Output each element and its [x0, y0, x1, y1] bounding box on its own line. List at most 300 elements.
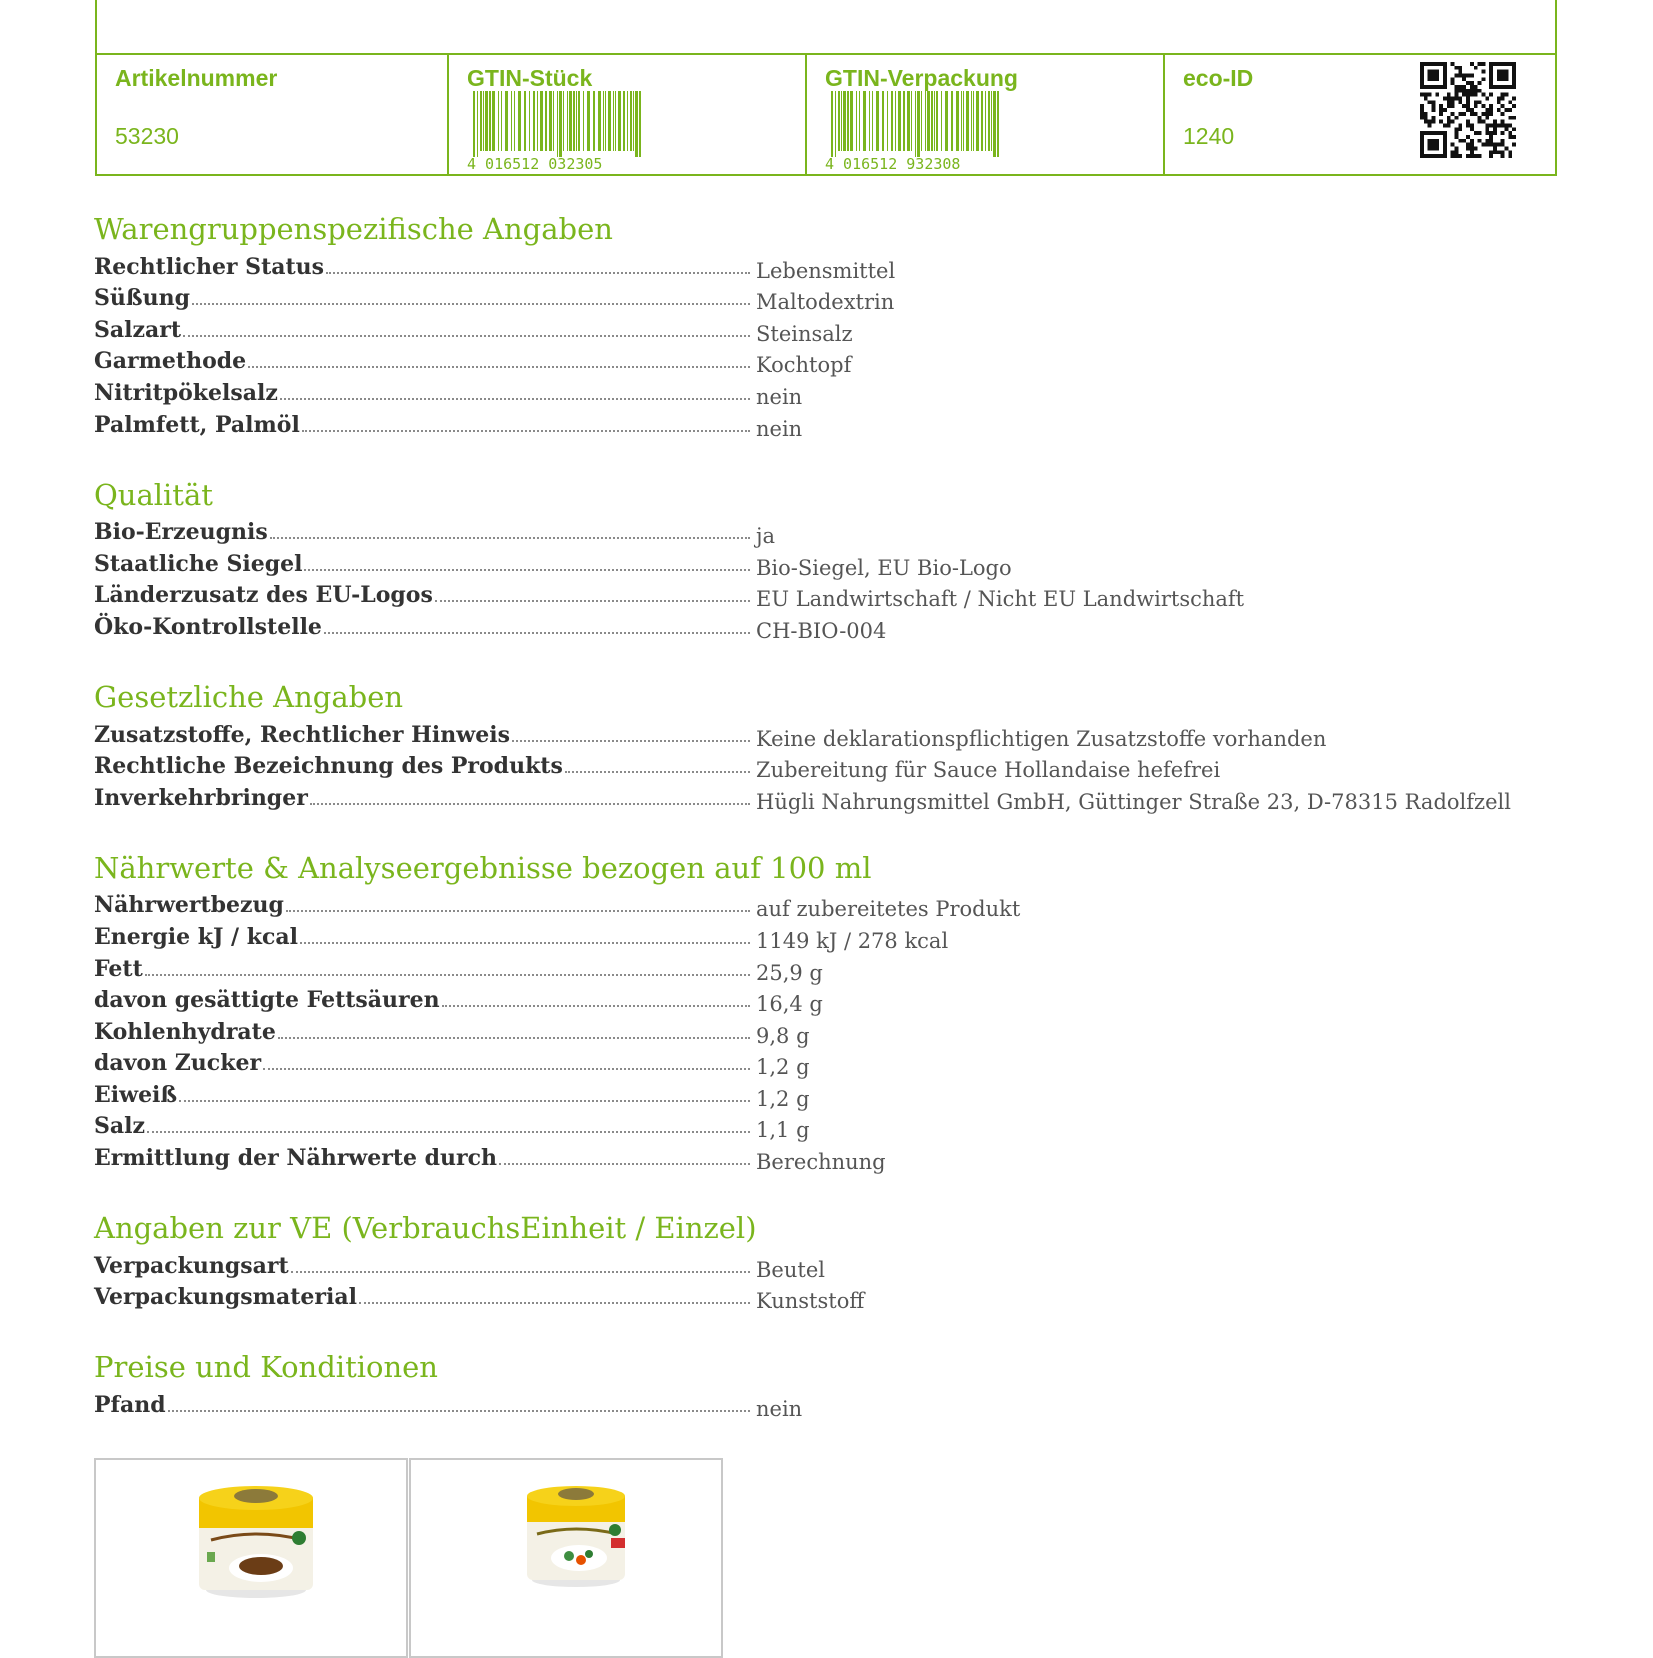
- qr-module: [1481, 62, 1485, 66]
- qr-module: [1435, 93, 1439, 97]
- qr-module: [1435, 143, 1439, 147]
- qr-module: [1428, 154, 1432, 158]
- qr-module: [1435, 85, 1439, 89]
- spec-value: 1,2 g: [756, 1055, 810, 1080]
- product-specification: [94, 210, 1514, 1421]
- section-gap: [94, 811, 1514, 849]
- qr-module: [1497, 100, 1501, 104]
- barcode-bar: [981, 91, 983, 151]
- qr-module: [1447, 97, 1451, 101]
- barcode-bar: [921, 91, 922, 151]
- qr-module: [1508, 116, 1512, 120]
- spec-label: Garmethode: [94, 348, 247, 375]
- qr-module: [1485, 108, 1489, 112]
- gtin-package-digits: 4 016512 932308: [825, 155, 961, 171]
- qr-module: [1447, 93, 1451, 97]
- qr-module: [1428, 139, 1432, 143]
- barcode-bar: [869, 91, 870, 151]
- barcode-bar: [993, 91, 996, 157]
- qr-module: [1443, 81, 1447, 85]
- qr-module: [1489, 123, 1493, 127]
- qr-module: [1432, 70, 1436, 74]
- barcode-bar: [843, 91, 846, 151]
- qr-module: [1493, 143, 1497, 147]
- qr-module: [1466, 120, 1470, 124]
- qr-module: [1470, 123, 1474, 127]
- spec-label: Salzart: [94, 316, 182, 343]
- spec-row: [94, 280, 1514, 315]
- qr-module: [1451, 112, 1455, 116]
- dot-leader: [565, 771, 750, 773]
- qr-module: [1501, 93, 1505, 97]
- spec-label: Öko-Kontrollstelle: [94, 613, 322, 640]
- qr-module: [1493, 127, 1497, 131]
- qr-module: [1470, 81, 1474, 85]
- qr-module: [1504, 77, 1508, 81]
- dot-leader: [286, 910, 750, 912]
- qr-module: [1455, 97, 1459, 101]
- qr-module: [1462, 139, 1466, 143]
- qr-module: [1512, 62, 1516, 66]
- barcode-bar: [511, 91, 512, 151]
- qr-module: [1497, 62, 1501, 66]
- qr-module: [1470, 127, 1474, 131]
- barcode-bar: [489, 91, 491, 151]
- qr-module: [1420, 77, 1424, 81]
- qr-module: [1420, 62, 1424, 66]
- qr-module: [1432, 62, 1436, 66]
- spec-row: [94, 918, 1514, 953]
- qr-module: [1466, 74, 1470, 78]
- qr-module: [1501, 154, 1505, 158]
- barcode-bar: [934, 91, 935, 151]
- qr-module: [1497, 150, 1501, 154]
- barcode-bar: [941, 91, 942, 151]
- qr-module: [1432, 100, 1436, 104]
- qr-module: [1455, 127, 1459, 131]
- qr-module: [1481, 104, 1485, 108]
- qr-module: [1474, 146, 1478, 150]
- qr-module: [1466, 89, 1470, 93]
- section-gap: [94, 1171, 1514, 1209]
- qr-module: [1428, 146, 1432, 150]
- spec-value: 16,4 g: [756, 992, 823, 1017]
- qr-module: [1420, 139, 1424, 143]
- qr-module: [1512, 127, 1516, 131]
- qr-module: [1420, 104, 1424, 108]
- spec-value: Hügli Nahrungsmittel GmbH, Güttinger Straße 23, D-78315 Radolfzell: [756, 789, 1511, 814]
- qr-module: [1424, 112, 1428, 116]
- qr-module: [1424, 62, 1428, 66]
- barcode-bar: [835, 91, 836, 157]
- qr-module: [1462, 74, 1466, 78]
- qr-module: [1451, 62, 1455, 66]
- qr-module: [1443, 62, 1447, 66]
- qr-module: [1512, 104, 1516, 108]
- dot-leader: [326, 272, 750, 274]
- qr-module: [1420, 150, 1424, 154]
- qr-module: [1474, 131, 1478, 135]
- qr-module: [1443, 85, 1447, 89]
- dot-leader: [280, 398, 750, 400]
- qr-module: [1447, 104, 1451, 108]
- qr-module: [1420, 146, 1424, 150]
- qr-module: [1489, 81, 1493, 85]
- section: [94, 1209, 1514, 1314]
- qr-module: [1470, 154, 1474, 158]
- section: [94, 849, 1514, 1175]
- qr-module: [1478, 120, 1482, 124]
- barcode-bar: [537, 91, 538, 151]
- qr-module: [1420, 135, 1424, 139]
- qr-module: [1474, 66, 1478, 70]
- product-image-1: [94, 1458, 408, 1658]
- qr-module: [1493, 146, 1497, 150]
- barcode-bar: [898, 91, 901, 151]
- spec-label: Eiweiß: [94, 1081, 178, 1108]
- barcode-bar: [956, 91, 959, 151]
- product-can-dark-sauce-icon: [191, 1480, 321, 1600]
- qr-module: [1504, 62, 1508, 66]
- qr-module: [1443, 77, 1447, 81]
- qr-module: [1462, 104, 1466, 108]
- barcode-bar: [911, 91, 912, 151]
- barcode-bar: [587, 91, 590, 151]
- qr-module: [1432, 74, 1436, 78]
- barcode-bar: [559, 91, 562, 157]
- qr-module: [1478, 100, 1482, 104]
- qr-module: [1439, 85, 1443, 89]
- qr-module: [1504, 108, 1508, 112]
- spec-value: auf zubereitetes Produkt: [756, 897, 1021, 922]
- spec-row: [94, 545, 1514, 580]
- qr-module: [1466, 97, 1470, 101]
- qr-module: [1428, 120, 1432, 124]
- qr-module: [1462, 89, 1466, 93]
- qr-module: [1424, 97, 1428, 101]
- qr-module: [1497, 85, 1501, 89]
- qr-module: [1481, 77, 1485, 81]
- barcode-bar: [976, 91, 979, 151]
- qr-module: [1447, 123, 1451, 127]
- qr-module: [1424, 93, 1428, 97]
- qr-module: [1512, 116, 1516, 120]
- qr-module: [1501, 143, 1505, 147]
- qr-module: [1447, 100, 1451, 104]
- barcode-bar: [633, 91, 634, 151]
- qr-module: [1435, 154, 1439, 158]
- qr-module: [1466, 104, 1470, 108]
- spec-value: Beutel: [756, 1257, 825, 1282]
- dot-leader: [263, 1068, 750, 1070]
- dot-leader: [278, 1037, 750, 1039]
- qr-module: [1497, 77, 1501, 81]
- qr-module: [1443, 143, 1447, 147]
- qr-module: [1497, 74, 1501, 78]
- qr-module: [1424, 120, 1428, 124]
- barcode-bar: [605, 91, 606, 151]
- qr-module: [1474, 154, 1478, 158]
- spec-row: [94, 248, 1514, 283]
- qr-module: [1489, 139, 1493, 143]
- qr-module: [1432, 85, 1436, 89]
- qr-module: [1462, 77, 1466, 81]
- qr-module: [1478, 116, 1482, 120]
- spec-row: [94, 779, 1514, 814]
- qr-code-icon: [1420, 62, 1516, 158]
- qr-module: [1451, 120, 1455, 124]
- spec-row: [94, 748, 1514, 783]
- qr-module: [1435, 146, 1439, 150]
- barcode-bar: [963, 91, 964, 151]
- spec-label: Salz: [94, 1113, 145, 1140]
- qr-module: [1458, 139, 1462, 143]
- qr-module: [1424, 131, 1428, 135]
- qr-module: [1489, 154, 1493, 158]
- qr-module: [1424, 85, 1428, 89]
- spec-row: [94, 1279, 1514, 1314]
- qr-module: [1489, 74, 1493, 78]
- qr-module: [1470, 85, 1474, 89]
- qr-module: [1489, 135, 1493, 139]
- qr-module: [1443, 108, 1447, 112]
- barcode-bar: [563, 91, 564, 151]
- qr-module: [1439, 120, 1443, 124]
- qr-module: [1478, 81, 1482, 85]
- qr-module: [1478, 62, 1482, 66]
- section-title: Qualität: [94, 477, 213, 512]
- barcode-bar: [863, 91, 866, 151]
- qr-module: [1470, 112, 1474, 116]
- qr-module: [1470, 74, 1474, 78]
- qr-module: [1470, 62, 1474, 66]
- qr-module: [1443, 74, 1447, 78]
- barcode-bar: [838, 91, 840, 151]
- qr-module: [1501, 112, 1505, 116]
- dot-leader: [302, 430, 750, 432]
- qr-module: [1512, 74, 1516, 78]
- section-gap: [94, 438, 1514, 476]
- qr-module: [1439, 112, 1443, 116]
- qr-module: [1424, 154, 1428, 158]
- dot-leader: [512, 740, 750, 742]
- dot-leader: [183, 335, 750, 337]
- qr-module: [1439, 131, 1443, 135]
- qr-module: [1428, 77, 1432, 81]
- barcode-bar: [514, 91, 515, 151]
- barcode-bar: [498, 91, 499, 151]
- qr-module: [1432, 131, 1436, 135]
- qr-module: [1443, 66, 1447, 70]
- dot-leader: [324, 632, 750, 634]
- spec-value: Kochtopf: [756, 353, 852, 378]
- qr-module: [1466, 135, 1470, 139]
- barcode-bar: [578, 91, 580, 151]
- qr-module: [1501, 85, 1505, 89]
- dot-leader: [291, 1271, 750, 1273]
- barcode-bar: [553, 91, 554, 151]
- spec-value: CH-BIO-004: [756, 618, 887, 643]
- qr-module: [1474, 112, 1478, 116]
- qr-module: [1432, 154, 1436, 158]
- qr-module: [1435, 62, 1439, 66]
- qr-module: [1424, 116, 1428, 120]
- barcode-bar: [492, 91, 495, 151]
- qr-module: [1512, 77, 1516, 81]
- article-number-cell: [97, 55, 447, 174]
- product-can-light-sauce-icon: [521, 1480, 631, 1590]
- spec-row: [94, 374, 1514, 409]
- qr-module: [1451, 97, 1455, 101]
- qr-module: [1497, 70, 1501, 74]
- gtin-piece-label: GTIN-Stück: [467, 65, 593, 91]
- qr-module: [1458, 85, 1462, 89]
- section-title: Warengruppenspezifische Angaben: [94, 212, 613, 246]
- qr-module: [1458, 154, 1462, 158]
- qr-module: [1435, 139, 1439, 143]
- qr-module: [1481, 120, 1485, 124]
- qr-module: [1493, 85, 1497, 89]
- barcode-bar: [895, 91, 896, 151]
- qr-module: [1497, 143, 1501, 147]
- spec-value: Kunststoff: [756, 1289, 865, 1314]
- qr-module: [1470, 150, 1474, 154]
- dot-leader: [145, 974, 750, 976]
- qr-module: [1455, 150, 1459, 154]
- barcode-bar: [576, 91, 577, 151]
- qr-module: [1478, 139, 1482, 143]
- barcode-bar: [831, 91, 833, 157]
- qr-module: [1435, 70, 1439, 74]
- barcode-bar: [847, 91, 849, 151]
- spec-label: Zusatzstoffe, Rechtlicher Hinweis: [94, 721, 510, 748]
- qr-module: [1420, 93, 1424, 97]
- barcode-bar: [997, 91, 999, 157]
- eco-id-label: eco-ID: [1183, 65, 1254, 91]
- barcode-bar: [524, 91, 526, 151]
- qr-module: [1458, 89, 1462, 93]
- spec-value: nein: [756, 1396, 803, 1421]
- dot-leader: [179, 1100, 750, 1102]
- qr-module: [1428, 143, 1432, 147]
- spec-row: [94, 982, 1514, 1017]
- barcode-bar: [859, 91, 860, 151]
- article-number-label: Artikelnummer: [115, 65, 278, 91]
- gtin-piece-digits: 4 016512 032305: [467, 155, 603, 171]
- qr-module: [1451, 143, 1455, 147]
- qr-module: [1428, 100, 1432, 104]
- qr-module: [1489, 66, 1493, 70]
- qr-module: [1435, 131, 1439, 135]
- qr-module: [1443, 135, 1447, 139]
- spec-label: Süßung: [94, 285, 190, 312]
- barcode-bar: [593, 91, 595, 151]
- qr-module: [1432, 146, 1436, 150]
- qr-module: [1485, 112, 1489, 116]
- qr-module: [1489, 112, 1493, 116]
- spec-row: [94, 1108, 1514, 1143]
- spec-value: Lebensmittel: [756, 258, 896, 283]
- qr-module: [1451, 77, 1455, 81]
- spec-row: [94, 716, 1514, 751]
- qr-module: [1512, 66, 1516, 70]
- qr-module: [1462, 112, 1466, 116]
- qr-module: [1501, 77, 1505, 81]
- spec-value: 9,8 g: [756, 1023, 810, 1048]
- article-info-box: [95, 0, 1557, 176]
- qr-module: [1432, 116, 1436, 120]
- qr-module: [1497, 97, 1501, 101]
- qr-module: [1497, 108, 1501, 112]
- qr-module: [1508, 135, 1512, 139]
- spec-label: Inverkehrbringer: [94, 784, 308, 811]
- barcode-bar: [485, 91, 488, 151]
- qr-module: [1455, 66, 1459, 70]
- qr-module: [1489, 150, 1493, 154]
- spec-row: [94, 1013, 1514, 1048]
- spec-label: Pfand: [94, 1391, 166, 1418]
- spec-row: [94, 1139, 1514, 1175]
- barcode-bar: [518, 91, 521, 151]
- qr-module: [1485, 143, 1489, 147]
- gtin-package-label: GTIN-Verpackung: [825, 65, 1018, 91]
- dot-leader: [442, 1005, 750, 1007]
- spec-row: [94, 1386, 1514, 1421]
- barcode-bar: [549, 91, 552, 151]
- qr-module: [1455, 89, 1459, 93]
- dot-leader: [435, 600, 750, 602]
- qr-module: [1504, 93, 1508, 97]
- barcode-bar: [613, 91, 614, 151]
- qr-module: [1455, 74, 1459, 78]
- barcode-bar: [985, 91, 986, 151]
- section: [94, 476, 1514, 643]
- spec-label: Energie kJ / kcal: [94, 923, 299, 950]
- barcode-bar: [973, 91, 974, 151]
- qr-module: [1462, 93, 1466, 97]
- dot-leader: [304, 569, 750, 571]
- qr-module: [1501, 123, 1505, 127]
- qr-module: [1497, 123, 1501, 127]
- barcode-bar: [608, 91, 611, 151]
- qr-module: [1466, 108, 1470, 112]
- barcode-bar: [529, 91, 530, 151]
- spec-value: ja: [756, 524, 776, 549]
- spec-label: davon gesättigte Fettsäuren: [94, 987, 440, 1014]
- qr-module: [1428, 131, 1432, 135]
- barcode-bar: [635, 91, 638, 157]
- qr-module: [1455, 135, 1459, 139]
- barcode-bar: [639, 91, 641, 157]
- barcode-bar: [505, 91, 508, 151]
- spec-label: Verpackungsart: [94, 1252, 289, 1279]
- qr-module: [1443, 131, 1447, 135]
- qr-module: [1455, 154, 1459, 158]
- qr-module: [1470, 93, 1474, 97]
- qr-module: [1420, 143, 1424, 147]
- qr-module: [1443, 154, 1447, 158]
- barcode-bar: [545, 91, 547, 151]
- qr-module: [1501, 74, 1505, 78]
- qr-module: [1508, 62, 1512, 66]
- section-title: Nährwerte & Analyseergebnisse bezogen auf 100 ml: [94, 850, 872, 885]
- spec-row: [94, 887, 1514, 922]
- qr-module: [1466, 93, 1470, 97]
- qr-module: [1435, 74, 1439, 78]
- barcode-bar: [856, 91, 857, 151]
- spec-label: Nährwertbezug: [94, 892, 284, 919]
- spec-label: Verpackungsmaterial: [94, 1284, 357, 1311]
